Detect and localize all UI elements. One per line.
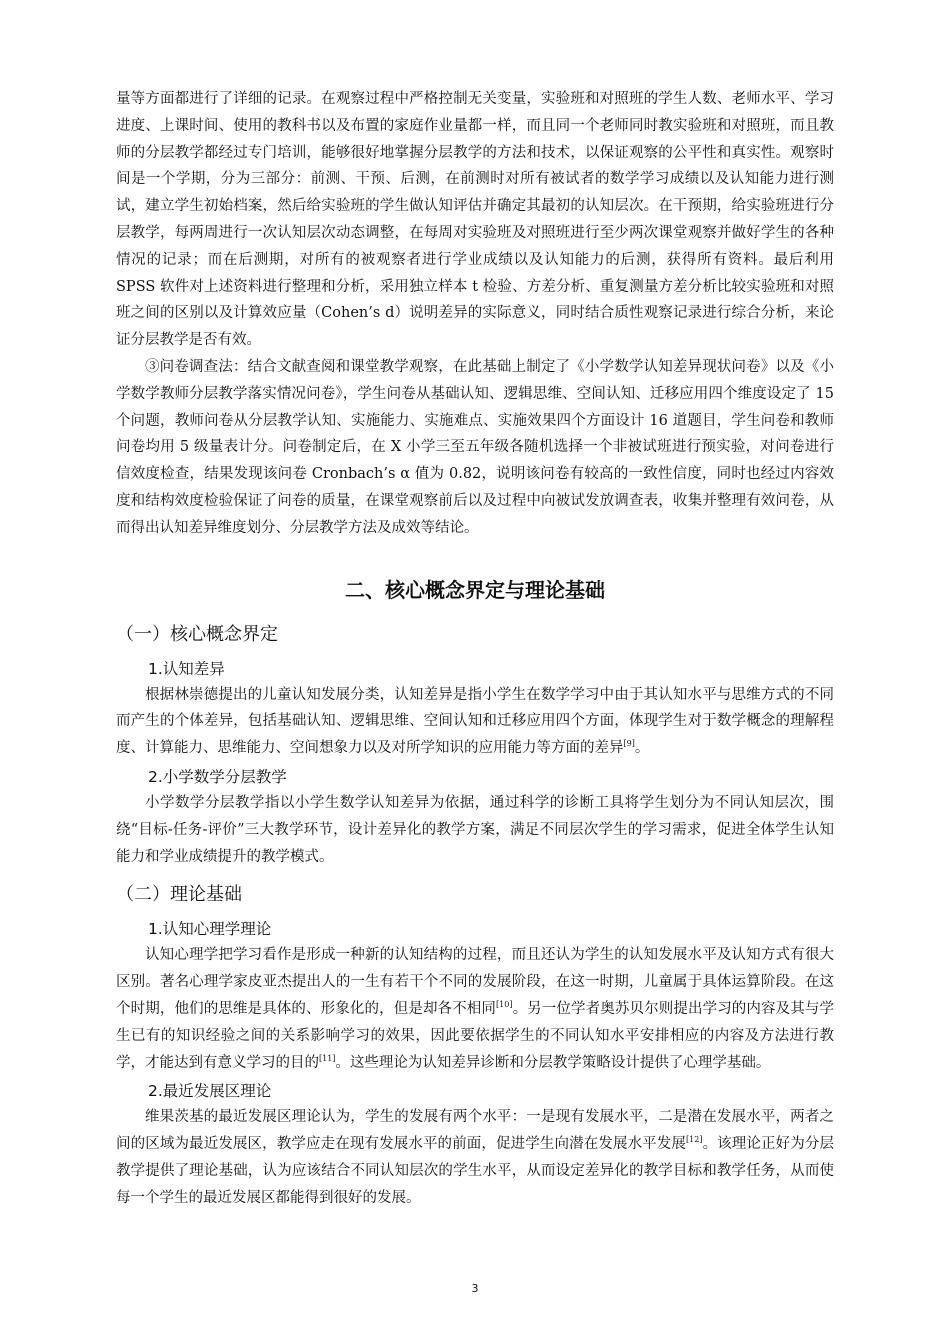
document-page [116, 86, 834, 1212]
subsection-title-layered-teaching: 2.小学数学分层教学 [148, 767, 287, 786]
chapter-title: 二、核心概念界定与理论基础 [345, 577, 605, 602]
section-title-core-concepts: （一）核心概念界定 [116, 623, 278, 645]
section-title-theory: （二）理论基础 [116, 884, 242, 906]
paragraph-questionnaire-method: ③问卷调查法：结合文献查阅和课堂教学观察，在此基础上制定了《小学数学认知差异现状问卷》以及《小学数学教师分层教学落实情况问卷》，学生问卷从基础认知、逻辑思维、空间认知、迁移应用四个维度设定了 15 个问题，教师问卷从分层教学认知、实施能力、实施难点、实施效果四个方面设计 16 道题目，学生问卷和教师问卷均用 5 级量表计分。问卷制定后，在 X 小学三至五年级各随机选择一个非被试班进行预实验，对问卷进行信效度检查，结果发现该问卷 Cronbach’s α 值为 0.82，说明该问卷有较高的一致性信度，同时也经过内容效度和结构效度检验保证了问卷的质量，在课堂观察前后以及过程中向被试发放调查表，收集并整理有效问卷，从而得出认知差异维度划分、分层教学方法及成效等结论。 [116, 358, 834, 536]
subsection-title-zpd: 2.最近发展区理论 [148, 1082, 272, 1101]
subsection-title-cognitive-psychology: 1.认知心理学理论 [148, 920, 272, 939]
paragraph-text: 根据林崇德提出的儿童认知发展分类，认知差异是指小学生在数学学习中由于其认知水平与思维方式的不同而产生的个体差异，包括基础认知、逻辑思维、空间认知和迁移应用四个方面，体现学生对于数学概念的理解程度、计算能力、思维能力、空间想象力以及对所学知识的应用能力等方面的差异 [116, 686, 834, 757]
paragraph-text: 认知心理学把学习看作是形成一种新的认知结构的过程，而且还认为学生的认知发展水平及认知方式有很大区别。著名心理学家皮亚杰提出人的一生有若干个不同的发展阶段，在这一时期，儿童属于具体运算阶段。在这个时期，他们的思维是具体的、形象化的，但是却各不相同 [116, 947, 834, 1017]
citation-ref: [9] [623, 739, 635, 749]
paragraph-text: 。这些理论为认知差异诊断和分层教学策略设计提供了心理学基础。 [335, 1054, 771, 1071]
paragraph-layered-teaching: 小学数学分层教学指以小学生数学认知差异为依据，通过科学的诊断工具将学生划分为不同认知层次，围绕“目标-任务-评价”三大教学环节，设计差异化的教学方案，满足不同层次学生的学习需求，促进全体学生认知能力和学业成绩提升的教学模式。 [116, 794, 834, 865]
paragraph-zpd [116, 1104, 834, 1211]
citation-ref: [12] [686, 1135, 703, 1145]
subsection-title-cognitive-difference: 1.认知差异 [148, 659, 225, 678]
paragraph-text: 维果茨基的最近发展区理论认为，学生的发展有两个水平：一是现有发展水平，二是潜在发展水平，两者之间的区域为最近发展区，教学应走在现有发展水平的前面，促进学生向潜在发展水平发展 [116, 1109, 834, 1153]
page-number: 3 [471, 1282, 479, 1295]
citation-ref: [11] [319, 1053, 336, 1063]
citation-ref: [10] [496, 1000, 513, 1010]
paragraph-cognitive-psychology [116, 942, 834, 1076]
paragraph-text: 。另一位学者奥苏贝尔则提出学习的内容及其与学生已有的知识经验之间的关系影响学习的效果，因此要依据学生的不同认知水平安排相应的内容及方法进行教学，才能达到有意义学习的目的 [116, 1000, 835, 1071]
paragraph-cognitive-difference [116, 682, 834, 762]
paragraph-text: 。 [634, 740, 650, 757]
paragraph-text: 。该理论正好为分层教学提供了理论基础，认为应该结合不同认知层次的学生水平，从而设定差异化的教学目标和教学任务，从而使每一个学生的最近发展区都能得到很好的发展。 [116, 1136, 834, 1206]
paragraph-observation-method: 量等方面都进行了详细的记录。在观察过程中严格控制无关变量，实验班和对照班的学生人数、老师水平、学习进度、上课时间、使用的教科书以及布置的家庭作业量都一样，而且同一个老师同时教实验班和对照班，而且教师的分层教学都经过专门培训，能够很好地掌握分层教学的方法和技术，以保证观察的公平性和真实性。观察时间是一个学期，分为三部分：前测、干预、后测，在前测时对所有被试者的数学学习成绩以及认知能力进行测试，建立学生初始档案，然后给实验班的学生做认知评估并确定其最初的认知层次。在干预期，给实验班进行分层教学，每两周进行一次认知层次动态调整，在每周对实验班及对照班进行至少两次课堂观察并做好学生的各种情况的记录；而在后测期，对所有的被观察者进行学业成绩以及认知能力的后测，获得所有资料。最后利用 SPSS 软件对上述资料进行整理和分析，采用独立样本 t 检验、方差分析、重复测量方差分析比较实验班和对照班之间的区别以及计算效应量（Cohen’s d）说明差异的实际意义，同时结合质性观察记录进行综合分析，来论证分层教学是否有效。 [116, 91, 834, 349]
